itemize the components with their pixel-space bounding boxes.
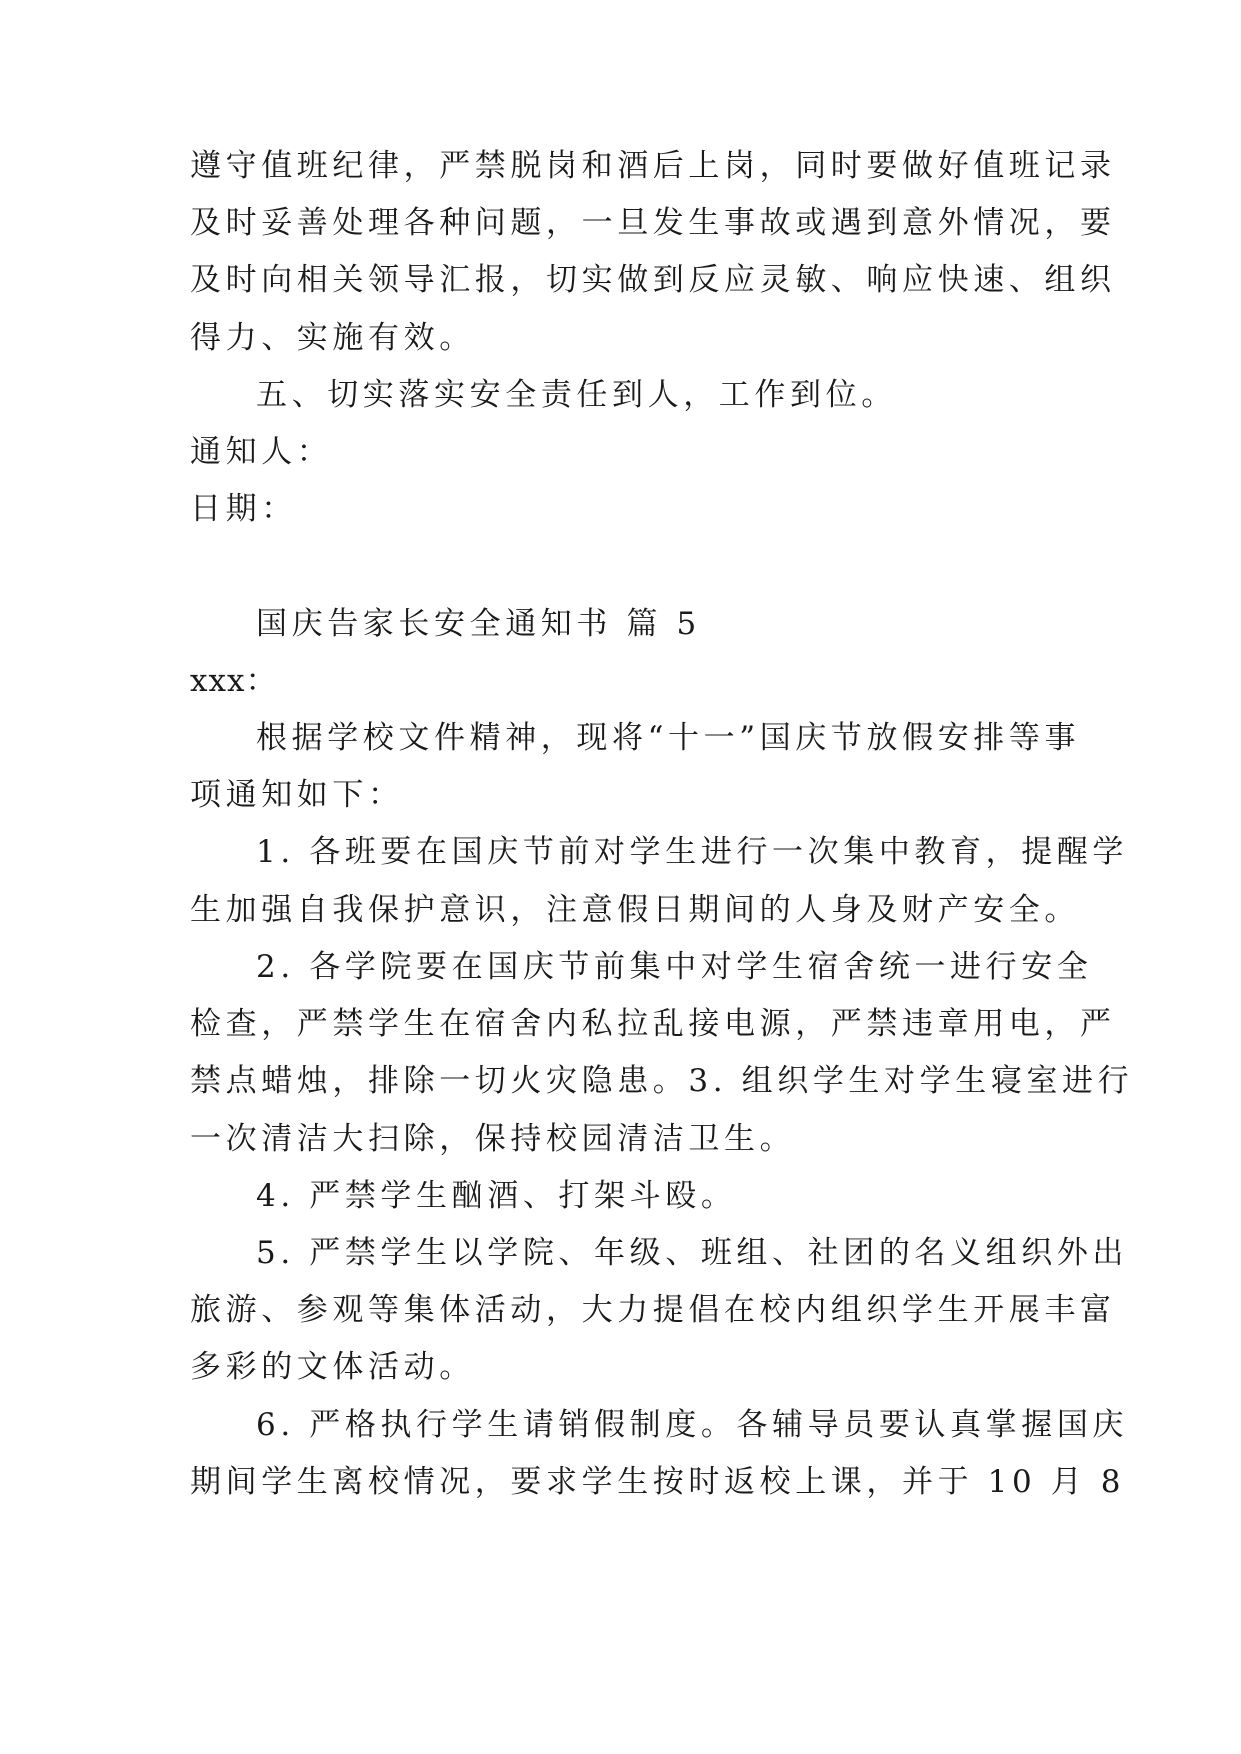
list-item-line: 期间学生离校情况，要求学生按时返校上课，并于 10 月 8 — [190, 1464, 1126, 1500]
paragraph-line: 根据学校文件精神，现将“十一”国庆节放假安排等事 — [256, 720, 1081, 756]
list-item-line: 1. 各班要在国庆节前对学生进行一次集中教育，提醒学 — [256, 834, 1129, 870]
list-item-line: 生加强自我保护意识，注意假日期间的人身及财产安全。 — [190, 892, 1080, 928]
list-item-line: 5. 严禁学生以学院、年级、班组、社团的名义组织外出 — [256, 1235, 1129, 1271]
salutation: xxx： — [190, 663, 278, 699]
paragraph-line: 及时妥善处理各种问题，一旦发生事故或遇到意外情况，要 — [190, 205, 1116, 241]
paragraph-line: 五、切实落实安全责任到人，工作到位。 — [256, 377, 897, 413]
paragraph-line: 及时向相关领导汇报，切实做到反应灵敏、响应快速、组织 — [190, 262, 1116, 298]
list-item-line: 多彩的文体活动。 — [190, 1349, 475, 1385]
signature-label: 通知人： — [190, 434, 333, 470]
list-item-line: 6. 严格执行学生请销假制度。各辅导员要认真掌握国庆 — [256, 1407, 1129, 1443]
paragraph-line: 项通知如下： — [190, 777, 404, 813]
list-item-line: 2. 各学院要在国庆节前集中对学生宿舍统一进行安全 — [256, 949, 1093, 985]
paragraph-line: 遵守值班纪律，严禁脱岗和酒后上岗，同时要做好值班记录 — [190, 148, 1116, 184]
section-title: 国庆告家长安全通知书 篇 5 — [256, 606, 701, 642]
paragraph-line: 得力、实施有效。 — [190, 320, 475, 356]
list-item-line: 旅游、参观等集体活动，大力提倡在校内组织学生开展丰富 — [190, 1292, 1116, 1328]
list-item-line: 禁点蜡烛，排除一切火灾隐患。3. 组织学生对学生寝室进行 — [190, 1063, 1134, 1099]
list-item-line: 4. 严禁学生酗酒、打架斗殴。 — [256, 1178, 737, 1214]
list-item-line: 检查，严禁学生在宿舍内私拉乱接电源，严禁违章用电，严 — [190, 1006, 1116, 1042]
date-label: 日期： — [190, 491, 297, 527]
list-item-line: 一次清洁大扫除，保持校园清洁卫生。 — [190, 1121, 796, 1157]
